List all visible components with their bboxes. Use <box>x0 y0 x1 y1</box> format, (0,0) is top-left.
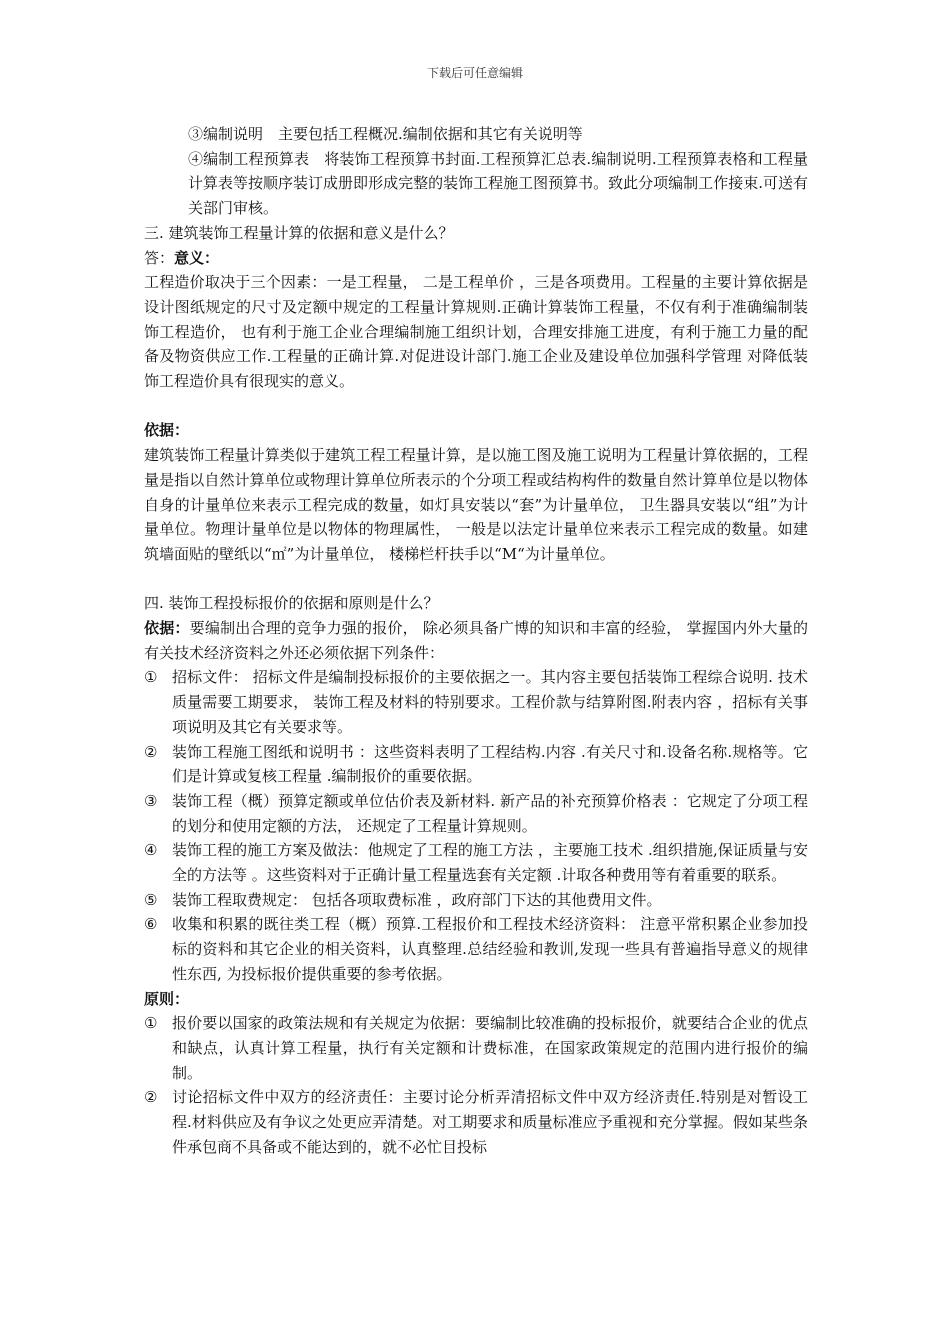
basis-list-item <box>144 740 808 789</box>
intro-item-4: ④编制工程预算表 将装饰工程预算书封面.工程预算汇总表.编制说明.工程预算表格和工程量计算表等按顺序装订成册即形成完整的装饰工程施工图预算书。致此分项编制工作接束.可送有关部门审核。 <box>188 149 808 218</box>
section-4-basis-intro <box>144 616 808 665</box>
list-number: ① <box>144 1014 158 1033</box>
basis-label: 依据： <box>144 421 190 440</box>
list-number: ③ <box>144 791 158 810</box>
list-item-text: 装饰工程取费规定： 包括各项取费标准 ，政府部门下达的其他费用文件。 <box>172 890 662 909</box>
paragraph-gap <box>144 394 808 419</box>
basis-list-item <box>144 789 808 838</box>
paragraph-gap <box>144 567 808 592</box>
page-header: 下载后可任意编辑 <box>426 66 523 80</box>
answer-prefix: 答： <box>144 248 175 267</box>
list-number: ② <box>144 1088 158 1107</box>
principle-list-item <box>144 1085 808 1159</box>
basis-list-item <box>144 912 808 986</box>
basis-paragraph: 建筑装饰工程量计算类似于建筑工程工程量计算，是以施工图及施工说明为工程量计算依据的，工程量是指以自然计算单位或物理计算单位所表示的个分项工程或结构构件的数量自然计算单位是以物体自身的计量单位来表示工程完成的数量，如灯具安装以“套”为计量单位， 卫生器具安装以“组”为计量单位。物理计量单位是以物体的物理属性， 一般是以法定计量单位来表示工程完成的数量。如建筑墙面贴的壁纸以“㎡”为计量单位， 楼梯栏杆扶手以“M“为计量单位。 <box>144 446 808 563</box>
list-item-text: 招标文件： 招标文件是编制投标报价的主要依据之一。其内容主要包括装饰工程综合说明. 技术质量需要工期要求， 装饰工程及材料的特别要求。工程价款与结算附图.附表内容 ，招标有关事项说明及其它有关要求等。 <box>172 668 808 736</box>
principle-label: 原则： <box>144 989 190 1008</box>
list-item-text: 报价要以国家的政策法规和有关规定为依据：要编制比较准确的投标报价，就要结合企业的优点和缺点，认真计算工程量，执行有关定额和计费标准，在国家政策规定的范围内进行报价的编制。 <box>172 1014 808 1082</box>
section-3-answer-heading <box>144 246 808 271</box>
basis-list-item <box>144 838 808 887</box>
list-item-text: 装饰工程（概）预算定额或单位估价表及新材料. 新产品的补充预算价格表 ：它规定了分项工程的划分和使用定额的方法， 还规定了工程量计算规则。 <box>172 791 808 835</box>
document-body <box>144 122 808 1160</box>
basis-list-item <box>144 665 808 739</box>
principle-list-item <box>144 1011 808 1085</box>
list-item-text: 收集和积累的既往类工程（概）预算.工程报价和工程技术经济资料： 注意平常积累企业参加投标的资料和其它企业的相关资料，认真整理.总结经验和教训,发现一些具有普遍指导意义的规律性东西, 为投标报价提供重要的参考依据。 <box>172 915 808 983</box>
list-number: ① <box>144 668 158 687</box>
list-item-text: 讨论招标文件中双方的经济责任：主要讨论分析弄清招标文件中双方经济责任.特别是对暂设工程.材料供应及有争议之处更应弄清楚。对工期要求和质量标准应予重视和充分掌握。假如某些条件承包商不具备或不能达到的，就不必忙目投标 <box>172 1088 808 1156</box>
section-3-title: 三. 建筑装饰工程量计算的依据和意义是什么？ <box>144 223 454 242</box>
section-4-title: 四. 装饰工程投标报价的依据和原则是什么？ <box>144 594 439 613</box>
list-number: ② <box>144 742 158 761</box>
list-item-text: 装饰工程的施工方案及做法：他规定了工程的施工方法 ，主要施工技术 .组织措施,保证质量与安全的方法等 。这些资料对于正确计量工程量选套有关定额 .计取各种费用等有着重要的联系。 <box>172 841 808 885</box>
list-number: ⑤ <box>144 890 158 909</box>
list-item-text: 装饰工程施工图纸和说明书 ：这些资料表明了工程结构.内容 .有关尺寸和.设备名称.规格等。它们是计算或复核工程量 .编制报价的重要依据。 <box>172 742 808 786</box>
intro-item-3: ③编制说明 主要包括工程概况.编制依据和其它有关说明等 <box>188 125 583 143</box>
section-4-basis-label: 依据： <box>144 619 190 638</box>
meaning-label: 意义： <box>174 248 220 267</box>
section-4-basis-intro-text: 要编制出合理的竞争力强的报价， 除必须具备广博的知识和丰富的经验， 掌握国内外大量的有关技术经济资料之外还必须依据下列条件： <box>144 619 808 662</box>
basis-list-item <box>144 888 808 913</box>
list-number: ⑥ <box>144 915 158 934</box>
list-number: ④ <box>144 841 158 860</box>
meaning-paragraph: 工程造价取决于三个因素：一是工程量， 二是工程单价 ，三是各项费用。工程量的主要计算依据是设计图纸规定的尺寸及定额中规定的工程量计算规则.正确计算装饰工程量，不仅有利于准确编制装饰工程造价， 也有利于施工企业合理编制施工组织计划，合理安排施工进度，有利于施工力量的配备及物资供应工作.工程量的正确计算.对促进设计部门.施工企业及建设单位加强科学管理 对降低装饰工程造价具有很现实的意义。 <box>144 273 808 391</box>
